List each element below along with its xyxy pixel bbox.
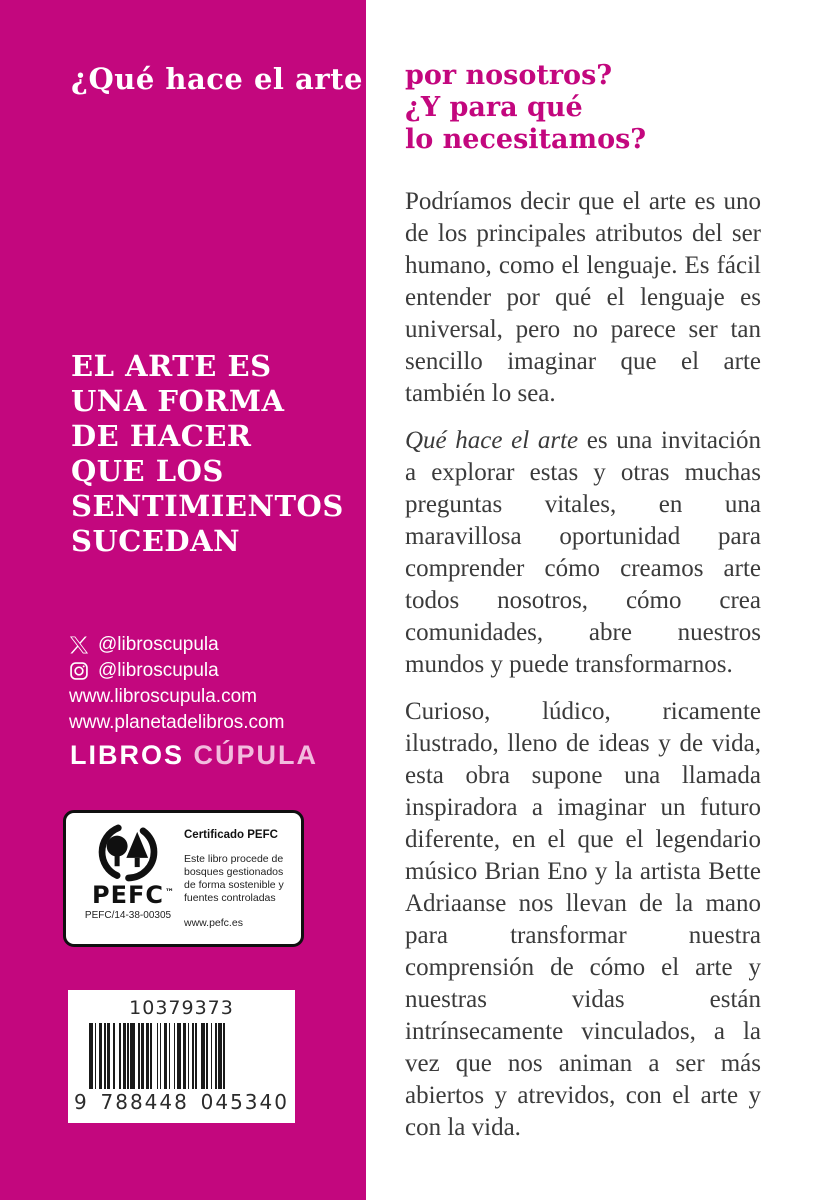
pull-quote-line: EL ARTE ES <box>71 349 272 383</box>
pefc-wordmark: PEFC ™ <box>92 881 175 909</box>
pull-quote-line: SENTIMIENTOS <box>71 489 344 523</box>
synopsis-paragraph: Podríamos decir que el arte es uno de los principales atributos del ser humano, como el lenguaje. Es fácil entender por qué el lenguaje es universal, pero no parece ser tan sencillo imaginar que el arte también lo sea. <box>405 188 761 407</box>
left-panel <box>0 0 366 1200</box>
instagram-icon <box>69 661 89 681</box>
synopsis-paragraph: Qué hace el arte es una invitación a explorar estas y otras muchas preguntas vitales, en una maravillosa oportunidad para comprender cómo creamos arte todos nosotros, cómo crea comunidades, abre nuestros mundos y puede transformarnos. <box>405 427 761 678</box>
pull-quote-line: UNA FORMA <box>71 384 285 418</box>
pull-quote-line: DE HACER <box>71 419 252 453</box>
pefc-license-code: PEFC/14-38-00305 <box>84 910 172 921</box>
social-row-x <box>69 632 284 658</box>
publisher-url <box>69 684 284 710</box>
cover-title-line: lo necesitamos? <box>405 124 647 155</box>
pefc-cert-body: Este libro procede de bosques gestionados de forma sostenible y fuentes controladas <box>184 853 284 904</box>
barcode <box>68 990 295 1123</box>
pefc-cert-title: Certificado PEFC <box>184 829 278 841</box>
pull-quote-line: SUCEDAN <box>71 524 241 558</box>
planeta-url <box>69 710 284 736</box>
social-handle: @libroscupula <box>98 634 219 655</box>
pefc-trees-icon <box>86 821 170 883</box>
isbn-group: 788448 <box>100 1090 189 1114</box>
social-links <box>69 632 284 736</box>
book-title-italic: Qué hace el arte <box>405 427 579 454</box>
trademark-symbol: ™ <box>165 888 175 898</box>
pull-quote-line: QUE LOS <box>71 454 224 488</box>
synopsis-paragraph: Curioso, lúdico, ricamente ilustrado, lleno de ideas y de vida, esta obra supone una llamada inspiradora a imaginar un futuro diferente, en el que el legendario músico Brian Eno y la artista Bette Adriaanse nos llevan de la mano para transformar nuestra comprensión de cómo el arte y nuestras vidas están intrínsecamente vinculados, a la vez que nos animan a ser más abiertos y atrevidos, con el arte y con la vida. <box>405 698 761 1141</box>
pefc-url: www.pefc.es <box>184 917 243 929</box>
barcode-top-number: 10379373 <box>129 997 234 1019</box>
right-panel <box>405 0 765 1200</box>
url-text: www.planetadelibros.com <box>69 712 285 733</box>
barcode-bars <box>89 1023 275 1089</box>
publisher-logo <box>70 740 318 771</box>
cover-title-right <box>405 60 646 156</box>
isbn-group: 045340 <box>200 1090 289 1114</box>
social-row-instagram <box>69 658 284 684</box>
isbn-digits <box>68 1090 295 1114</box>
synopsis <box>405 186 761 1159</box>
publisher-word-cupula: CÚPULA <box>193 740 319 770</box>
pefc-certificate <box>63 810 304 947</box>
cover-title-line: por nosotros? <box>405 60 613 91</box>
pull-quote <box>71 349 344 559</box>
isbn-group: 9 <box>74 1090 89 1114</box>
pefc-text <box>184 829 296 929</box>
publisher-word-libros: LIBROS <box>70 740 185 770</box>
cover-title-line: ¿Y para qué <box>405 92 583 123</box>
social-handle: @libroscupula <box>98 660 219 681</box>
x-icon <box>69 635 89 655</box>
cover-title-left: ¿Qué hace el arte <box>71 62 363 96</box>
url-text: www.libroscupula.com <box>69 686 257 707</box>
pefc-logo <box>78 821 178 921</box>
